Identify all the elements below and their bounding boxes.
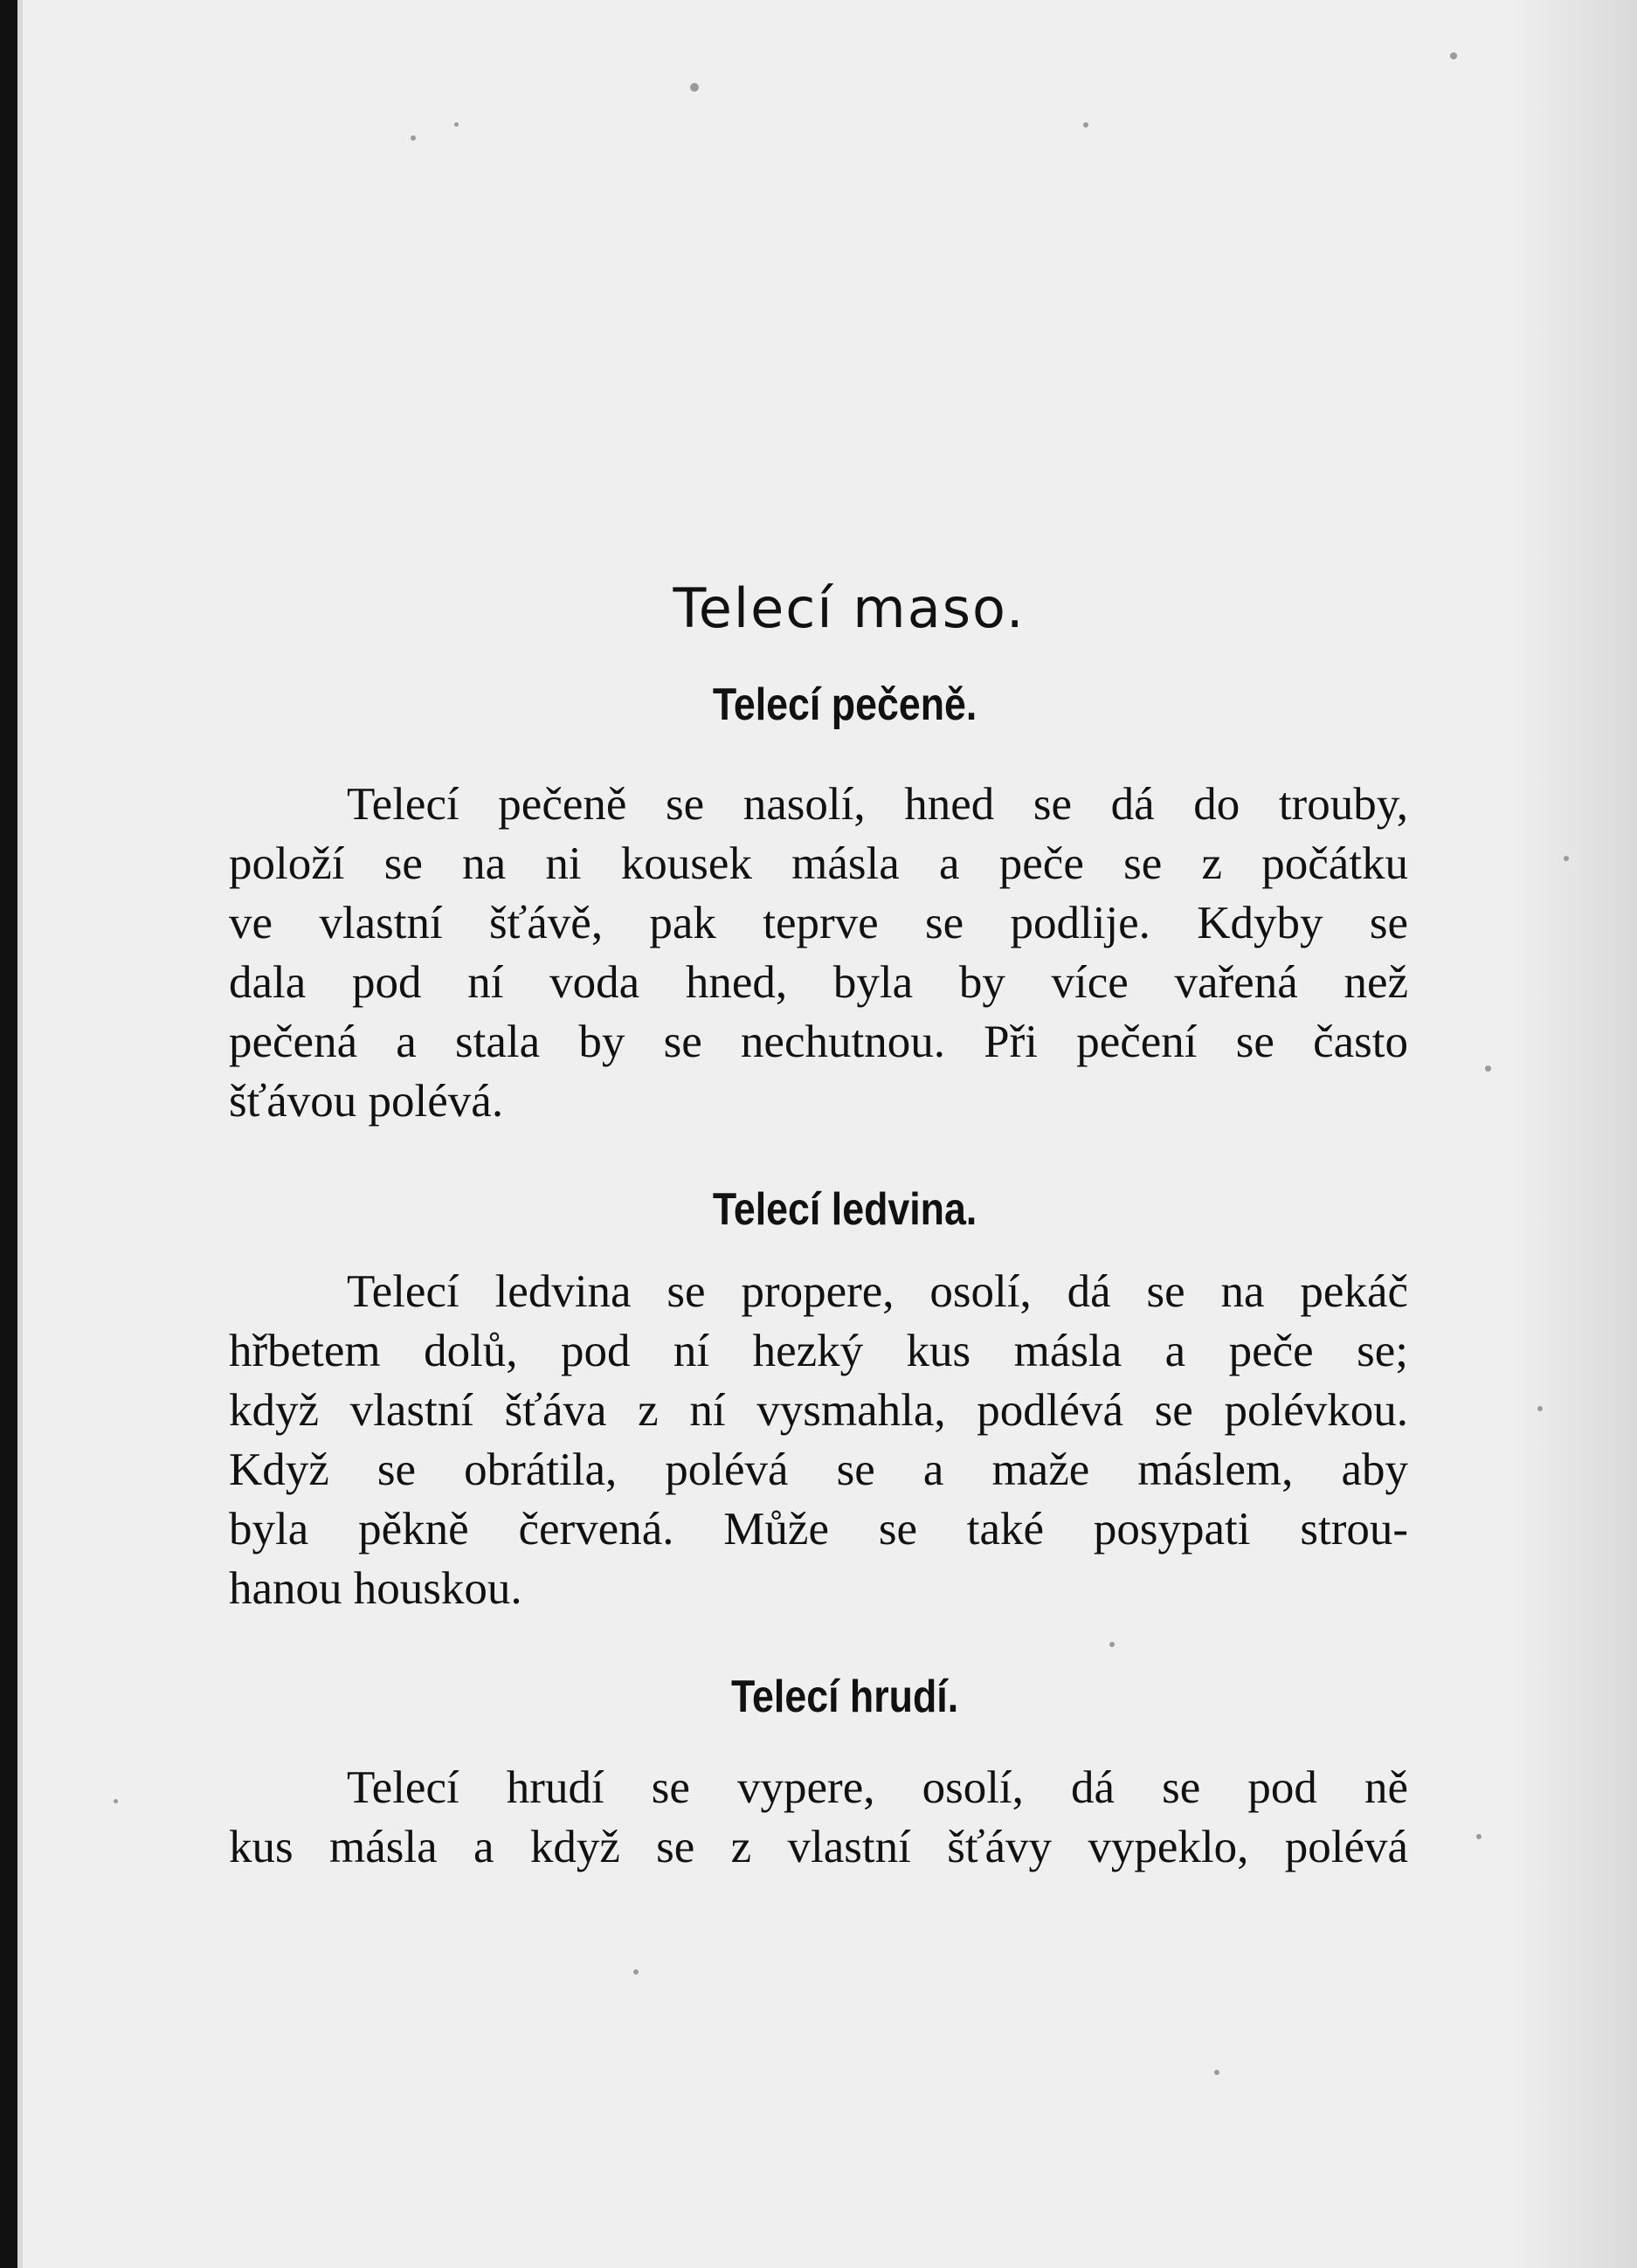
paragraph-teleci-hrudi bbox=[229, 1758, 1408, 1877]
text-line: byla pěkně červená. Může se také posypati strou- bbox=[229, 1504, 1408, 1555]
paper-speck bbox=[1537, 1406, 1543, 1411]
paper-speck bbox=[633, 1969, 639, 1975]
paper-speck bbox=[690, 83, 699, 92]
section-title-teleci-ledvina: Telecí ledvina. bbox=[712, 1184, 977, 1235]
text-line: hanou houskou. bbox=[229, 1563, 522, 1614]
text-line: když vlastní šťáva z ní vysmahla, podlévá se polévkou. bbox=[229, 1385, 1408, 1436]
paper-speck bbox=[1214, 2070, 1219, 2075]
text-line: kus másla a když se z vlastní šťávy vypeklo, polévá bbox=[229, 1822, 1408, 1872]
text-line: Telecí pečeně se nasolí, hned se dá do trouby, bbox=[347, 779, 1408, 830]
text-line: ve vlastní šťávě, pak teprve se podlije. Kdyby se bbox=[229, 898, 1408, 948]
paragraph-teleci-ledvina bbox=[229, 1262, 1408, 1618]
text-line: Telecí hrudí se vypere, osolí, dá se pod ně bbox=[347, 1762, 1408, 1813]
text-line: pečená a stala by se nechutnou. Při pečení se často bbox=[229, 1017, 1408, 1067]
text-line: hřbetem dolů, pod ní hezký kus másla a peče se; bbox=[229, 1326, 1408, 1376]
paper-grain-right bbox=[1515, 0, 1637, 2268]
paper-speck bbox=[114, 1799, 118, 1803]
page-binding-shadow bbox=[17, 0, 23, 2268]
paper-speck bbox=[411, 135, 416, 141]
text-line: položí se na ni kousek másla a peče se z počátku bbox=[229, 838, 1408, 889]
paper-speck bbox=[1450, 52, 1457, 59]
text-line: Když se obrátila, polévá se a maže máslem, aby bbox=[229, 1444, 1408, 1495]
paper-speck bbox=[454, 122, 459, 127]
text-line: šťávou polévá. bbox=[229, 1076, 504, 1127]
paragraph-teleci-pecene bbox=[229, 775, 1408, 1131]
text-line: Telecí ledvina se propere, osolí, dá se na pekáč bbox=[347, 1266, 1408, 1317]
paper-speck bbox=[1476, 1834, 1482, 1839]
paper-speck bbox=[1485, 1065, 1491, 1072]
section-title-teleci-pecene: Telecí pečeně. bbox=[712, 679, 977, 730]
paper-speck bbox=[1564, 856, 1569, 861]
chapter-title: Telecí maso. bbox=[673, 576, 1026, 640]
paper-speck bbox=[1083, 122, 1088, 128]
section-title-teleci-hrudi: Telecí hrudí. bbox=[731, 1672, 959, 1722]
page-binding-edge bbox=[0, 0, 17, 2268]
page-text bbox=[229, 576, 1408, 1877]
text-line: dala pod ní voda hned, byla by více vařená než bbox=[229, 957, 1408, 1008]
